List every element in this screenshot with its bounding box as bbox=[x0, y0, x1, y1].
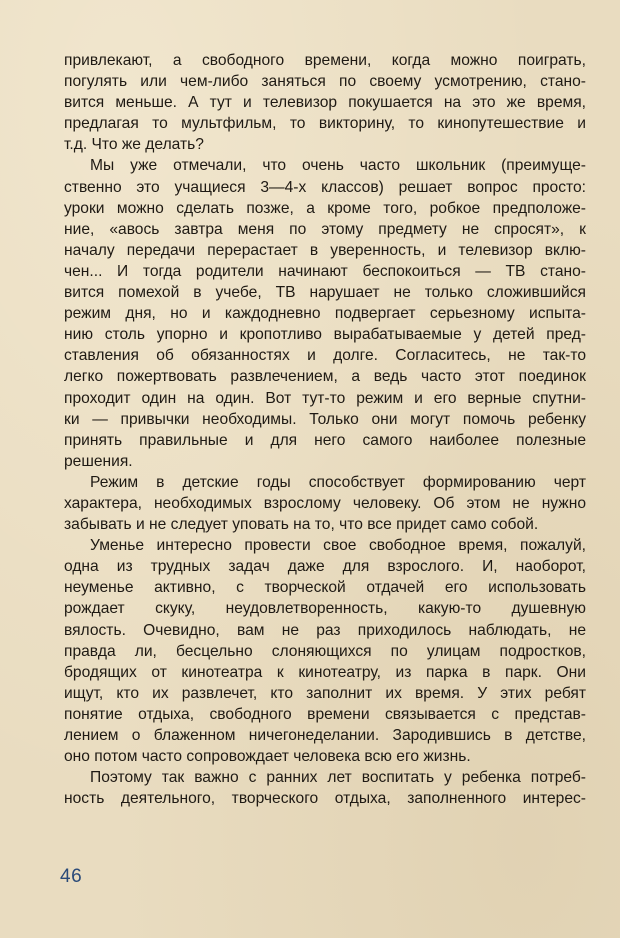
text-line: ищут, кто их развлечет, кто заполнит их время. У этих ребят bbox=[64, 684, 586, 702]
text-line: решения. bbox=[64, 452, 133, 470]
text-line: принять правильные и для него самого наиболее полезные bbox=[64, 431, 586, 449]
paragraph-start-line: Поэтому так важно с ранних лет воспитать у ребенка потреб- bbox=[90, 769, 586, 787]
text-line: понятие отдыха, свободного времени связывается с представ- bbox=[64, 705, 586, 723]
text-line: забывать и не следует уповать на то, что все придет само собой. bbox=[64, 516, 539, 534]
text-line: неуменье активно, с творческой отдачей его использовать bbox=[64, 579, 586, 597]
text-line: лением о блаженном ничегонеделании. Зародившись в детстве, bbox=[64, 727, 586, 744]
text-line: режим дня, но и каждодневно подвергает серьезному испыта- bbox=[64, 305, 586, 323]
text-line: бродящих от кинотеатра к кинотеатру, из парка в парк. Они bbox=[64, 663, 586, 681]
text-line: ставления об обязанностях и долге. Согласитесь, не так-то bbox=[64, 347, 586, 365]
text-line: т.д. Что же делать? bbox=[64, 136, 204, 154]
paragraph-start-line: Мы уже отмечали, что очень часто школьник (преимуще- bbox=[90, 157, 586, 175]
text-line: ки — привычки необходимы. Только они могут помочь ребенку bbox=[64, 410, 586, 428]
text-line: вится помехой в учебе, ТВ нарушает не только сложившийся bbox=[64, 284, 586, 302]
text-line: оно потом часто сопровождает человека всю его жизнь. bbox=[64, 748, 471, 766]
page-number: 46 bbox=[60, 866, 83, 887]
body-text bbox=[64, 50, 586, 809]
text-line: предлагая то мультфильм, то викторину, то кинопутешествие и bbox=[64, 115, 586, 133]
text-line: ность деятельного, творческого отдыха, заполненного интерес- bbox=[64, 790, 586, 808]
text-line: вится меньше. А тут и телевизор покушается на это же время, bbox=[64, 94, 586, 112]
text-line: проходит один на один. Вот тут-то режим и его верные спутни- bbox=[64, 389, 586, 407]
text-line: уроки можно сделать позже, а кроме того, робкое предположе- bbox=[64, 199, 586, 217]
paragraph-start-line: Режим в детские годы способствует формированию черт bbox=[90, 473, 586, 491]
text-line: привлекают, а свободного времени, когда можно поиграть, bbox=[64, 52, 586, 69]
text-line: легко пожертвовать развлечением, а ведь часто этот поединок bbox=[64, 368, 586, 386]
text-line: одна из трудных задач даже для взрослого. И, наоборот, bbox=[64, 558, 586, 576]
paragraph-start-line: Уменье интересно провести свое свободное время, пожалуй, bbox=[90, 537, 586, 555]
text-line: характера, необходимых взрослому человеку. Об этом не нужно bbox=[64, 494, 586, 512]
text-line: правда ли, бесцельно слоняющихся по улицам подростков, bbox=[64, 642, 586, 660]
text-line: нию столь упорно и кропотливо вырабатываемые у детей пред- bbox=[64, 326, 586, 344]
text-line: погулять или чем-либо заняться по своему усмотрению, стано- bbox=[64, 73, 586, 91]
text-line: ственно это учащиеся 3—4-х классов) решает вопрос просто: bbox=[64, 178, 586, 196]
text-line: рождает скуку, неудовлетворенность, какую-то душевную bbox=[64, 600, 586, 618]
text-line: вялость. Очевидно, вам не раз приходилось наблюдать, не bbox=[64, 621, 586, 639]
text-line: чен... И тогда родители начинают беспокоиться — ТВ стано- bbox=[64, 262, 586, 280]
text-line: ние, «авось завтра меня по этому предмету не спросят», к bbox=[64, 220, 586, 238]
text-line: началу передачи перерастает в уверенность, и телевизор вклю- bbox=[64, 241, 586, 259]
